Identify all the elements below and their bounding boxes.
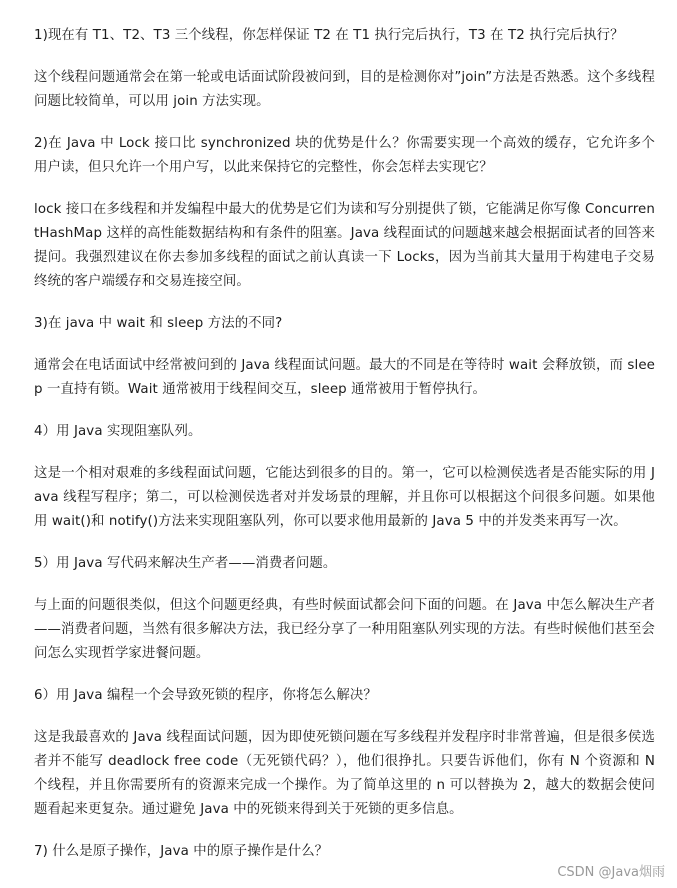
csdn-watermark: CSDN @Java烟雨 — [557, 865, 665, 880]
answer-2: lock 接口在多线程和并发编程中最大的优势是它们为读和写分别提供了锁，它能满足你写像 ConcurrentHashMap 这样的高性能数据结构和有条件的阻塞。Java 线程面试的问题越来越会根据面试者的回答来提问。我强烈建议在你去参加多线程的面试之前认真读一下 Locks，因为当前其大量用于构建电子交易终统的客户端缓存和交易连接空间。 — [34, 202, 655, 289]
question-7: 7) 什么是原子操作，Java 中的原子操作是什么？ — [34, 844, 329, 859]
question-3: 3)在 java 中 wait 和 sleep 方法的不同? — [34, 316, 283, 331]
answer-6: 这是我最喜欢的 Java 线程面试问题，因为即使死锁问题在写多线程并发程序时非常普遍，但是很多侯选者并不能写 deadlock free code（无死锁代码？），他们很挣扎。只要告诉他们，你有 N 个资源和 N 个线程，并且你需要所有的资源来完成一个操作。为了简单这里的 n 可以替换为 2，越大的数据会使问题看起来更复杂。通过避免 Java 中的死锁来得到关于死锁的更多信息。 — [34, 730, 655, 817]
question-2: 2)在 Java 中 Lock 接口比 synchronized 块的优势是什么？你需要实现一个高效的缓存，它允许多个用户读，但只允许一个用户写，以此来保持它的完整性，你会怎样去实现它？ — [34, 136, 655, 175]
answer-5: 与上面的问题很类似，但这个问题更经典，有些时候面试都会问下面的问题。在 Java 中怎么解决生产者——消费者问题，当然有很多解决方法，我已经分享了一种用阻塞队列实现的方法。有些时候他们甚至会问怎么实现哲学家进餐问题。 — [34, 598, 655, 661]
question-4: 4）用 Java 实现阻塞队列。 — [34, 424, 202, 439]
question-6: 6）用 Java 编程一个会导致死锁的程序，你将怎么解决？ — [34, 688, 377, 703]
question-1: 1)现在有 T1、T2、T3 三个线程，你怎样保证 T2 在 T1 执行完后执行，T3 在 T2 执行完后执行？ — [34, 28, 624, 43]
answer-4: 这是一个相对艰难的多线程面试问题，它能达到很多的目的。第一，它可以检测侯选者是否能实际的用 Java 线程写程序；第二，可以检测侯选者对并发场景的理解，并且你可以根据这个问很多问题。如果他用 wait()和 notify()方法来实现阻塞队列，你可以要求他用最新的 Java 5 中的并发类来再写一次。 — [34, 466, 655, 529]
answer-1: 这个线程问题通常会在第一轮或电话面试阶段被问到，目的是检测你对”join”方法是否熟悉。这个多线程问题比较简单，可以用 join 方法实现。 — [34, 70, 655, 109]
answer-3: 通常会在电话面试中经常被问到的 Java 线程面试问题。最大的不同是在等待时 wait 会释放锁，而 sleep 一直持有锁。Wait 通常被用于线程间交互，sleep 通常被用于暂停执行。 — [34, 358, 655, 397]
question-5: 5）用 Java 写代码来解决生产者——消费者问题。 — [34, 556, 337, 571]
